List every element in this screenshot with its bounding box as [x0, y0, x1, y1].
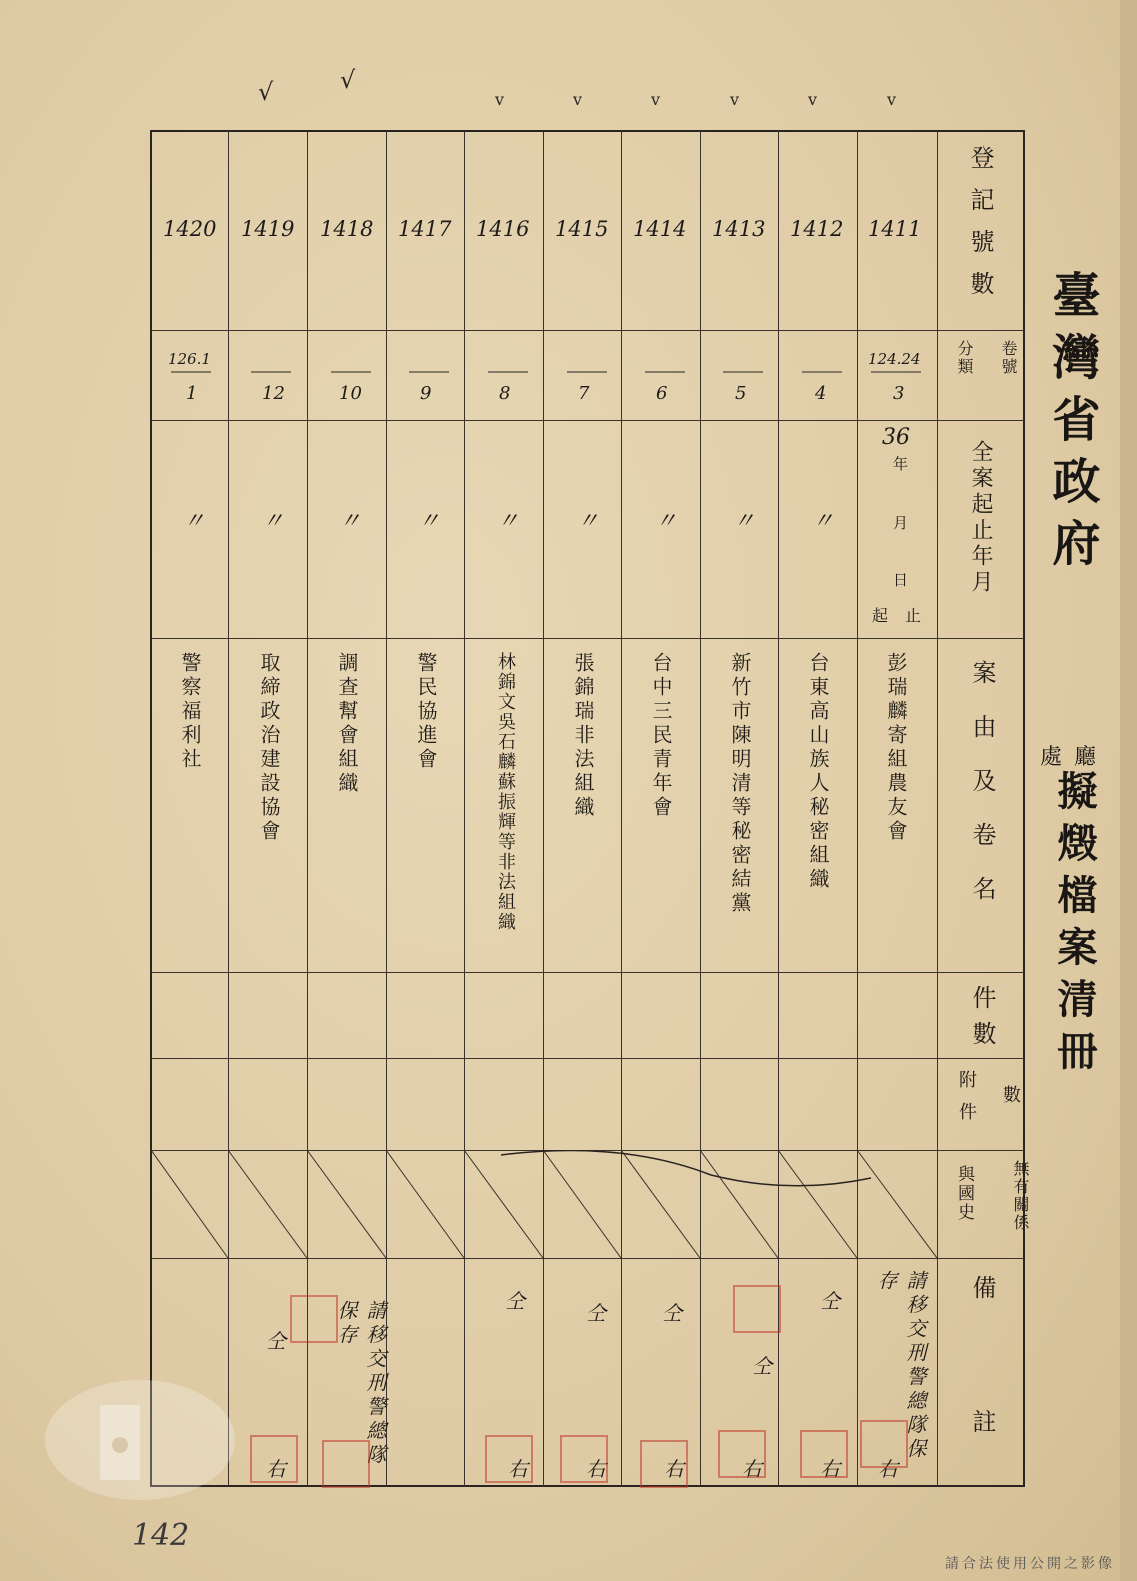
- red-seal: [860, 1420, 908, 1468]
- reg-number: 1416: [476, 217, 530, 241]
- header-subject: 案由及卷名: [968, 660, 996, 930]
- you-mark: 右: [508, 1457, 528, 1481]
- label-qi: 起: [872, 606, 889, 625]
- check-mark: v: [808, 90, 818, 109]
- you-mark: 右: [878, 1457, 898, 1481]
- ditto-mark: 〃: [339, 509, 362, 534]
- case-subject: 台東高山族人秘密組織: [806, 652, 830, 892]
- case-subject: 警察福利社: [178, 652, 202, 772]
- check-mark: v: [573, 90, 583, 109]
- check-mark: v: [887, 90, 897, 109]
- label-zhi: 止: [905, 606, 922, 625]
- tong-mark: 仝: [820, 1289, 840, 1313]
- fraction-lines: [151, 370, 937, 374]
- ditto-mark: 〃: [262, 509, 285, 534]
- tong-mark: 仝: [586, 1301, 606, 1325]
- case-subject: 彭瑞麟寄組農友會: [884, 652, 908, 844]
- reg-number: 1411: [868, 217, 922, 241]
- you-mark: 右: [820, 1457, 840, 1481]
- reg-number: 1412: [790, 217, 844, 241]
- page-title: 臺灣省政府: [1044, 270, 1100, 580]
- tong-mark: 仝: [266, 1329, 286, 1353]
- check-mark: √: [340, 66, 356, 94]
- label-yue: 月: [891, 515, 909, 536]
- you-mark: 右: [664, 1457, 684, 1481]
- case-subject: 新竹市陳明清等秘密結黨: [728, 652, 752, 916]
- fen-number: 6: [656, 383, 668, 404]
- page-number: 142: [132, 1518, 190, 1553]
- red-seal: [290, 1295, 338, 1343]
- header-relation: 與國史: [954, 1165, 974, 1222]
- ditto-mark: 〃: [655, 509, 678, 534]
- juan-hao: 126.1: [168, 350, 211, 368]
- header-count: 件數: [968, 985, 996, 1057]
- you-mark: 右: [266, 1457, 286, 1481]
- header-juan-hao: 卷號: [999, 340, 1018, 376]
- header-remark: 備註: [968, 1275, 996, 1543]
- fen-number: 9: [420, 383, 432, 404]
- remark-note: 請移交刑警總隊保存: [334, 1300, 387, 1468]
- red-seal: [250, 1435, 298, 1483]
- archive-watermark-icon: [40, 1370, 240, 1510]
- reg-number: 1415: [555, 217, 609, 241]
- header-reg-no: 登記號數: [966, 145, 994, 313]
- header-date-range: 全案起止年月: [968, 440, 993, 596]
- header-relation2: 無有關係: [1011, 1160, 1030, 1232]
- tong-mark: 仝: [505, 1289, 525, 1313]
- reg-number: 1413: [712, 217, 766, 241]
- header-attach: 附件: [956, 1070, 977, 1134]
- red-seal: [322, 1440, 370, 1488]
- fen-number: 8: [499, 383, 511, 404]
- reg-number: 1414: [633, 217, 687, 241]
- case-subject: 林錦文吳石麟蘇振輝等非法組織: [495, 652, 516, 932]
- ditto-mark: 〃: [183, 509, 206, 534]
- reg-number: 1419: [241, 217, 295, 241]
- label-nian: 年: [891, 456, 909, 477]
- tong-mark: 仝: [752, 1354, 772, 1378]
- remark-note: 請移交刑警總隊保存: [874, 1270, 927, 1462]
- fen-number: 3: [893, 383, 905, 404]
- red-seal: [640, 1440, 688, 1488]
- header-attach-shu: 數: [1000, 1085, 1021, 1105]
- ditto-mark: 〃: [812, 509, 835, 534]
- red-seal: [733, 1285, 781, 1333]
- fen-number: 7: [578, 383, 590, 404]
- check-mark: v: [730, 90, 740, 109]
- reg-number: 1417: [398, 217, 452, 241]
- red-seal: [485, 1435, 533, 1483]
- case-subject: 警民協進會: [414, 652, 438, 772]
- usage-notice: 請合法使用公開之影像: [945, 1556, 1115, 1572]
- juan-hao: 124.24: [868, 350, 921, 368]
- red-seal: [800, 1430, 848, 1478]
- ditto-mark: 〃: [577, 509, 600, 534]
- diagonal-strikes: [151, 1150, 937, 1258]
- case-subject: 張錦瑞非法組織: [571, 652, 595, 820]
- ditto-mark: 〃: [733, 509, 756, 534]
- reg-number: 1420: [163, 217, 217, 241]
- fen-number: 1: [186, 383, 198, 404]
- fen-number: 5: [735, 383, 747, 404]
- dept-ting: 廳: [1074, 745, 1097, 770]
- check-mark: v: [651, 90, 661, 109]
- case-subject: 調查幫會組織: [335, 652, 359, 796]
- red-seal: [560, 1435, 608, 1483]
- you-mark: 右: [742, 1457, 762, 1481]
- page-subtitle: 擬燬檔案清冊: [1051, 770, 1098, 1082]
- fen-number: 12: [262, 383, 285, 404]
- check-mark: √: [258, 78, 274, 106]
- dept-chu: 處: [1040, 745, 1063, 770]
- you-mark: 右: [586, 1457, 606, 1481]
- tong-mark: 仝: [662, 1301, 682, 1325]
- header-fen-lei: 分類: [955, 340, 974, 376]
- reg-number: 1418: [320, 217, 374, 241]
- year-value: 36: [882, 425, 910, 450]
- red-seal: [718, 1430, 766, 1478]
- ditto-mark: 〃: [497, 509, 520, 534]
- case-subject: 取締政治建設協會: [257, 652, 281, 844]
- check-mark: v: [495, 90, 505, 109]
- label-ri: 日: [891, 572, 909, 593]
- fen-number: 10: [339, 383, 362, 404]
- case-subject: 台中三民青年會: [649, 652, 673, 820]
- ditto-mark: 〃: [418, 509, 441, 534]
- fen-number: 4: [815, 383, 827, 404]
